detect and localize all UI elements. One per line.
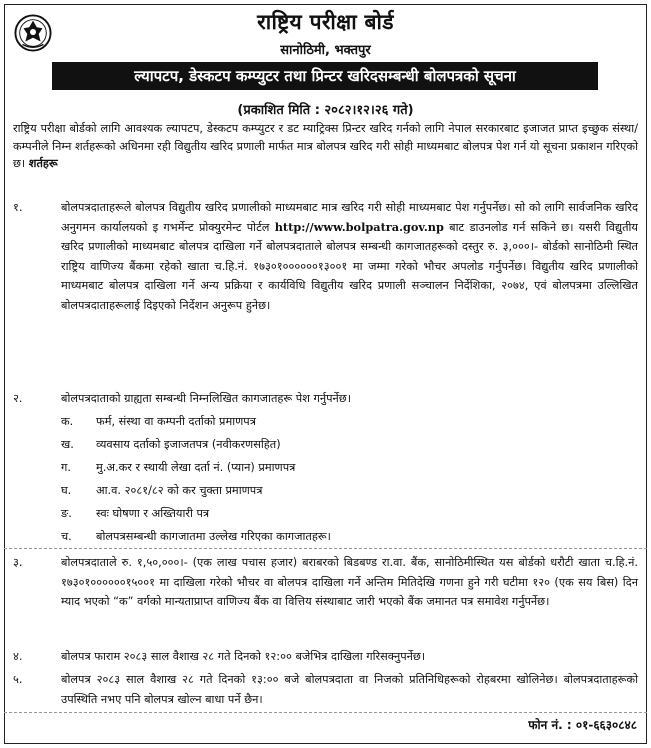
condition-item-4 <box>13 647 638 667</box>
board-address: सानोठिमी, भक्तपुर <box>280 43 371 58</box>
condition-item-5 <box>13 670 638 709</box>
item-text-continued: बाट डाउनलोड गर्न सकिने छ। यसरी विद्युतीय खरिद प्रणालीको माध्यमबाट बोलपत्र दाखिला गर्ने बोलपत्रदाताले बोलपत्र सम्बन्धी कागजातहरूको दस्तुर रु. ३,०००।- बोर्डको सानोठिमी स्थित राष्ट्रिय वाणिज्य बैंकमा रहेको खाता च.हि.नं. १७३०१००००००१३००१ मा जम्मा गरेको भौचर अपलोड गर्नुपर्नेछ। विद्युतीय खरिद प्रणालीको माध्यमबाट बोलपत्र दाखिला गर्ने अन्य प्रक्रिया र कार्यविधि विद्युतीय खरिद प्रणाली सञ्चालन निर्देशिका, २०७४, एवं बोलपत्रमा उल्लिखित बोलपत्रदाताहरूलाई दिइएको निर्देशन अनुरूप हुनेछ। <box>61 220 638 312</box>
subitem-letter: ग. <box>61 461 71 474</box>
subitem-letter: ख. <box>61 438 74 451</box>
item-number: १. <box>13 201 23 214</box>
item-text: बोलपत्रदाताहरूले बोलपत्र विद्युतीय खरिद प्रणालीको माध्यमबाट मात्र खरिद गरी सोही माध्यमबाट पेश गर्नुपर्नेछ। सो को लागि सार्वजनिक खरिद अनुगमन कार्यालयको इ गभर्मेन्ट प्रोक्युरमेन्ट पोर्टल <box>61 201 638 234</box>
subitem-ka <box>61 412 621 432</box>
subitem-letter: च. <box>61 530 72 543</box>
intro-text: राष्ट्रिय परीक्षा बोर्डको लागि आवश्यक ल्यापटप, डेस्कटप कम्प्युटर र डट म्याट्रिक्स प्रिन्टर खरिद गर्नको लागि नेपाल सरकारबाट इजाजत प्राप्त इच्छुक संस्था/कम्पनीले निम्न शर्तहरूको अधिनमा रही विद्युतीय खरिद प्रणाली मार्फत मात्र बोलपत्र खरिद गरी सोही माध्यमबाट बोलपत्र पेश गर्न यो सूचना प्रकाशन गरिएको छ। <box>13 122 638 170</box>
subitem-cha <box>61 527 621 547</box>
condition-item-1 <box>13 198 638 315</box>
item-number: ३. <box>13 556 23 569</box>
item-text: बोलपत्र फाराम २०८३ साल वैशाख २८ गते दिनको १२:०० बजेभित्र दाखिला गरिसक्नुपर्नेछ। <box>61 650 426 663</box>
item-number: २. <box>13 392 23 405</box>
subitem-text: फर्म, संस्था वा कम्पनी दर्ताको प्रमाणपत्र <box>96 415 256 428</box>
divider <box>4 548 647 549</box>
published-date: (प्रकाशित मिति : २०८२।१२।२६ गते) <box>237 103 414 118</box>
subitem-text: मु.अ.कर र स्थायी लेखा दर्ता नं. (प्यान) प्रमाणपत्र <box>96 461 296 474</box>
subitem-gha <box>61 481 621 501</box>
divider <box>4 712 647 713</box>
subitem-letter: ङ. <box>61 507 72 520</box>
phone-number: फोन नं. : ०१-६६३०८४८ <box>528 718 637 732</box>
item-number: ५. <box>13 673 23 686</box>
subitem-text: बोलपत्रसम्बन्धी कागजातमा उल्लेख गरिएका कागजातहरू। <box>96 530 331 543</box>
notice-banner: ल्यापटप, डेस्कटप कम्प्युटर तथा प्रिन्टर खरिदसम्बन्धी बोलपत्रको सूचना <box>52 62 598 90</box>
intro-paragraph <box>13 120 638 173</box>
conditions-label: शर्तहरू <box>28 157 58 170</box>
condition-item-2 <box>13 389 638 409</box>
condition-item-3 <box>13 553 638 612</box>
subitem-letter: क. <box>61 415 74 428</box>
subitem-ga <box>61 458 621 478</box>
subitem-letter: घ. <box>61 484 72 497</box>
item-number: ४. <box>13 650 23 663</box>
subitem-nga <box>61 504 621 524</box>
subitem-text: स्वः घोषणा र अख्तियारी पत्र <box>96 507 210 520</box>
item-text: बोलपत्रदाताको ग्राह्यता सम्बन्धी निम्नलिखित कागजातहरू पेश गर्नुपर्नेछ। <box>61 392 352 405</box>
bolpatra-portal-link[interactable]: http://www.bolpatra.gov.np <box>274 219 444 234</box>
subitem-kha <box>61 435 621 455</box>
item-text: बोलपत्र २०८३ साल वैशाख २८ गते दिनको १३:०० बजे बोलपत्रदाता वा निजको प्रतिनिधिहरूको रोहबरमा खोलिनेछ। बोलपत्रदाताहरूको उपस्थिति नभए पनि बोलपत्र खोल्न बाधा पर्ने छैन। <box>61 673 638 706</box>
board-title: राष्ट्रिय परीक्षा बोर्ड <box>257 10 394 34</box>
subitem-text: व्यवसाय दर्ताको इजाजतपत्र (नवीकरणसहित) <box>96 438 281 451</box>
item-text: बोलपत्रदाताले रु. १,५०,०००।- (एक लाख पचास हजार) बराबरको बिडबण्ड रा.वा. बैंक, सानोठिमीस्थित यस बोर्डको धरौटी खाता च.हि.नं. १७३०१००००००१५००१ मा दाखिला गरेको भौचर वा बोलपत्र दाखिला गर्ने अन्तिम मितिदेखि गणना हुने गरी घटीमा १२० (एक सय बिस) दिन म्याद भएको “क” वर्गको मान्यताप्राप्त वाणिज्य बैंक वा वित्तिय संस्थाबाट जारी भएको बैंक जमानत पत्र समावेश गर्नुपर्नेछ। <box>61 556 638 608</box>
subitem-text: आ.व. २०८१/८२ को कर चुक्ता प्रमाणपत्र <box>96 484 263 497</box>
